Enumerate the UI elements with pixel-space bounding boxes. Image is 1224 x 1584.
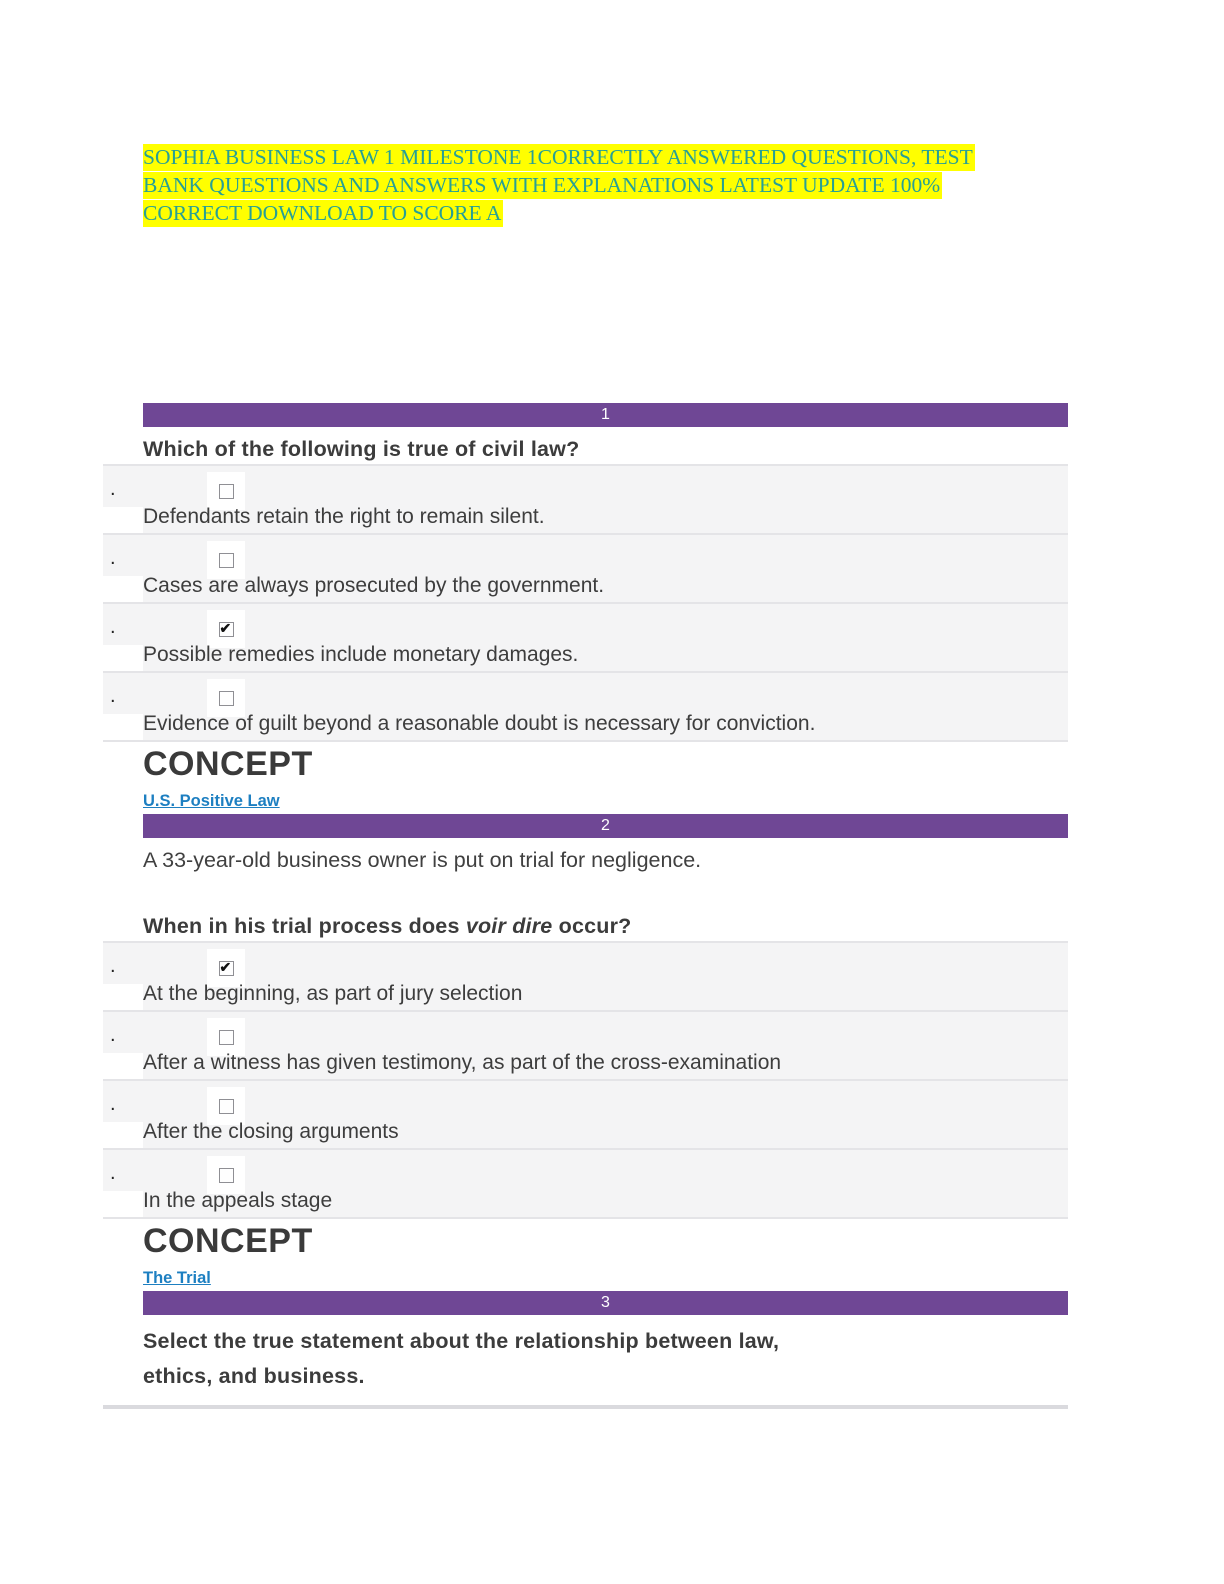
option-bullet: . [110,1162,116,1184]
row-notch [103,984,143,1010]
option-label: After the closing arguments [143,1120,399,1143]
option-label: Defendants retain the right to remain silent. [143,505,545,528]
option-label: Cases are always prosecuted by the government. [143,574,605,597]
concept-heading: CONCEPT [143,1222,313,1260]
prompt-text: When in his trial process does [143,914,466,938]
option-label: At the beginning, as part of jury selection [143,982,523,1005]
question-number: 1 [601,406,610,423]
question-prompt [143,913,1068,939]
answer-options-list [103,464,1068,742]
option-label: After a witness has given testimony, as part of the cross-examination [143,1051,782,1074]
checkbox[interactable] [219,691,234,706]
option-label: Possible remedies include monetary damages. [143,643,579,666]
row-notch [103,1053,143,1079]
answer-option[interactable] [103,943,1068,1012]
answer-option[interactable] [103,535,1068,604]
question-intro: A 33-year-old business owner is put on trial for negligence. [143,848,702,872]
option-bullet: . [110,685,116,707]
concept-link[interactable]: U.S. Positive Law [143,792,280,810]
answer-options-list [103,941,1068,1219]
next-option-row-divider [103,1405,1068,1409]
concept-link[interactable]: The Trial [143,1269,211,1287]
prompt-text: occur? [552,914,632,938]
highlighted-title-line: SOPHIA BUSINESS LAW 1 MILESTONE 1CORRECTLY ANSWERED QUESTIONS, TEST [143,145,973,169]
question-prompt [143,1324,1068,1394]
option-bullet: . [110,547,116,569]
row-notch [103,714,143,740]
row-notch [103,1191,143,1217]
question-number-bar [143,814,1068,838]
checkbox-checked[interactable] [219,961,234,976]
question-2-section [110,814,1068,1288]
option-bullet: . [110,1093,116,1115]
document-title [143,0,1068,227]
checkbox[interactable] [219,1030,234,1045]
highlighted-title-line: BANK QUESTIONS AND ANSWERS WITH EXPLANATIONS LATEST UPDATE 100% [143,173,941,197]
question-prompt: Which of the following is true of civil law? [143,437,580,461]
highlighted-title-line: CORRECT DOWNLOAD TO SCORE A [143,201,502,225]
answer-option[interactable] [103,1012,1068,1081]
question-number-bar [143,1291,1068,1315]
option-bullet: . [110,955,116,977]
prompt-line: Select the true statement about the relationship between law, [143,1329,780,1353]
question-number: 2 [601,817,610,834]
checkbox[interactable] [219,553,234,568]
option-bullet: . [110,616,116,638]
answer-option[interactable] [103,604,1068,673]
option-label: Evidence of guilt beyond a reasonable doubt is necessary for conviction. [143,712,816,735]
answer-option[interactable] [103,673,1068,742]
question-3-section [143,1291,1068,1409]
answer-option[interactable] [103,1081,1068,1150]
checkbox-checked[interactable] [219,622,234,637]
option-bullet: . [110,478,116,500]
question-number: 3 [601,1294,610,1311]
option-bullet: . [110,1024,116,1046]
row-notch [103,576,143,602]
checkbox[interactable] [219,1099,234,1114]
question-1-section [110,403,1068,811]
row-notch [103,507,143,533]
prompt-line: ethics, and business. [143,1364,365,1388]
concept-heading: CONCEPT [143,745,313,783]
checkbox[interactable] [219,1168,234,1183]
checkbox[interactable] [219,484,234,499]
answer-option[interactable] [103,1150,1068,1219]
answer-option[interactable] [103,466,1068,535]
option-label: In the appeals stage [143,1189,333,1212]
question-number-bar [143,403,1068,427]
row-notch [103,1122,143,1148]
row-notch [103,645,143,671]
prompt-italic-term: voir dire [465,914,553,938]
